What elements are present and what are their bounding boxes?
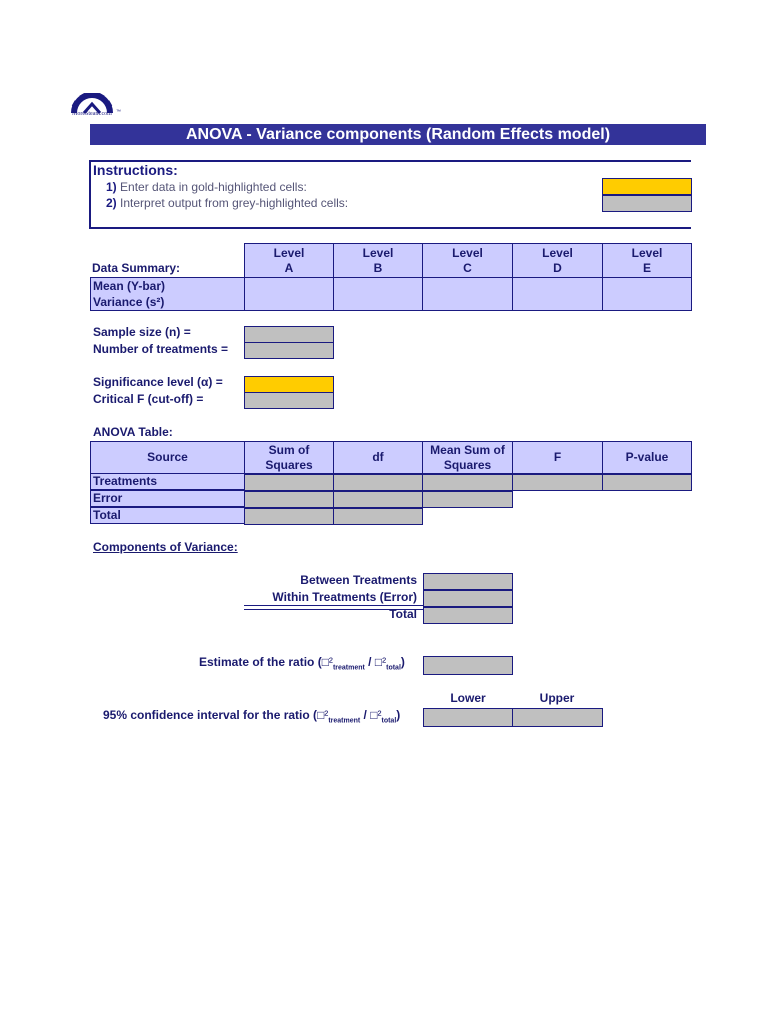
instructions-heading: Instructions: <box>93 162 178 178</box>
num-treatments-cell <box>244 342 334 359</box>
anova-table-label: ANOVA Table: <box>93 425 173 439</box>
mean-label: Mean (Y-bar) <box>93 279 166 293</box>
summary-cell-b <box>333 277 423 311</box>
total-subscript: total <box>386 664 401 672</box>
error-df-cell <box>333 491 423 508</box>
estimate-prefix: Estimate of the ratio ( <box>199 655 322 669</box>
ms-header <box>422 441 513 474</box>
ci-lower-cell <box>423 708 513 727</box>
p-header <box>602 441 692 474</box>
upper-header: Upper <box>539 691 575 705</box>
level-b-top: Level <box>362 246 394 260</box>
significance-input[interactable] <box>244 376 334 393</box>
instruction-item-2 <box>106 196 348 210</box>
level-a-header <box>244 243 334 278</box>
instruction-num-2: 2) <box>106 196 117 210</box>
instruction-num-1: 1) <box>106 180 117 194</box>
error-row-label: Error <box>90 490 245 507</box>
estimate-ratio-cell <box>423 656 513 675</box>
significance-label: Significance level (α) = <box>93 375 223 389</box>
summary-row-labels <box>90 277 245 311</box>
ms-header-bottom: Squares <box>443 458 492 472</box>
source-header <box>90 441 245 474</box>
treatment-subscript: treatment <box>328 717 361 725</box>
level-c-header <box>422 243 513 278</box>
sigma-squared-icon: □² <box>374 655 387 669</box>
df-header-text: df <box>372 450 384 464</box>
level-e-bottom: E <box>642 261 651 275</box>
f-header <box>512 441 603 474</box>
treatment-subscript: treatment <box>332 664 365 672</box>
treatments-df-cell <box>333 474 423 491</box>
ms-header-top: Mean Sum of <box>430 443 505 457</box>
ss-header-top: Sum of <box>268 443 310 457</box>
logo-text: MoreSteam.com <box>72 111 112 117</box>
level-d-bottom: D <box>553 261 562 275</box>
summary-cell-e <box>602 277 692 311</box>
level-a-bottom: A <box>284 261 294 275</box>
sigma-squared-icon: □² <box>321 655 333 669</box>
ci-ratio-label <box>103 708 400 724</box>
ci-upper-cell <box>512 708 603 727</box>
level-d-header <box>512 243 603 278</box>
ratio-slash: / <box>360 708 371 722</box>
total-df-cell <box>333 508 423 525</box>
level-e-top: Level <box>631 246 663 260</box>
sample-size-label: Sample size (n) = <box>93 325 191 339</box>
summary-cell-c <box>422 277 513 311</box>
level-e-header <box>602 243 692 278</box>
f-header-text: F <box>553 450 562 464</box>
ci-prefix: 95% confidence interval for the ratio ( <box>103 708 318 722</box>
error-ms-cell <box>422 491 513 508</box>
lower-header: Lower <box>450 691 486 705</box>
components-total-cell <box>423 607 513 624</box>
num-treatments-label: Number of treatments = <box>93 342 229 356</box>
treatments-p-cell <box>602 474 692 491</box>
ss-header-bottom: Squares <box>265 458 313 472</box>
components-total-label: Total <box>389 607 417 621</box>
grey-legend-cell <box>602 195 692 212</box>
close-paren: ) <box>396 708 401 722</box>
level-c-top: Level <box>452 246 483 260</box>
between-treatments-cell <box>423 573 513 590</box>
variance-label: Variance (s²) <box>93 295 165 309</box>
total-ss-cell <box>244 508 334 525</box>
critical-f-cell <box>244 392 334 409</box>
title-bar <box>90 124 706 145</box>
instruction-text-2: Interpret output from grey-highlighted cells: <box>120 196 349 210</box>
close-paren: ) <box>400 655 405 669</box>
total-subscript: total <box>381 717 397 725</box>
page-title: ANOVA - Variance components (Random Effects model) <box>185 126 611 143</box>
level-d-top: Level <box>542 246 573 260</box>
ss-header <box>244 441 334 474</box>
instruction-item-1 <box>106 180 307 194</box>
critical-f-label: Critical F (cut-off) = <box>93 392 204 406</box>
level-c-bottom: C <box>463 261 472 275</box>
level-a-top: Level <box>273 246 305 260</box>
level-b-bottom: B <box>373 261 383 275</box>
total-row-label: Total <box>90 507 245 524</box>
treatments-ms-cell <box>422 474 513 491</box>
gold-legend-cell <box>602 178 692 195</box>
sigma-squared-icon: □² <box>370 708 382 722</box>
summary-cell-a <box>244 277 334 311</box>
within-treatments-label: Within Treatments (Error) <box>272 590 417 604</box>
source-header-text: Source <box>147 450 188 464</box>
instruction-text-1: Enter data in gold-highlighted cells: <box>120 180 307 194</box>
instructions-box <box>89 160 691 229</box>
df-header <box>333 441 423 474</box>
components-heading: Components of Variance: <box>93 540 238 554</box>
level-b-header <box>333 243 423 278</box>
summary-cell-d <box>512 277 603 311</box>
treatments-ss-cell <box>244 474 334 491</box>
logo-tm: ™ <box>116 109 121 115</box>
between-treatments-label: Between Treatments <box>300 573 417 587</box>
moresteam-logo <box>70 93 142 121</box>
sigma-squared-icon: □² <box>317 708 329 722</box>
within-treatments-cell <box>423 590 513 607</box>
treatments-row-label: Treatments <box>90 473 245 490</box>
sample-size-cell <box>244 326 334 343</box>
ratio-slash: / <box>364 655 375 669</box>
error-ss-cell <box>244 491 334 508</box>
data-summary-label: Data Summary: <box>92 261 181 275</box>
treatments-f-cell <box>512 474 603 491</box>
estimate-ratio-label <box>199 655 405 671</box>
p-header-text: P-value <box>625 450 669 464</box>
